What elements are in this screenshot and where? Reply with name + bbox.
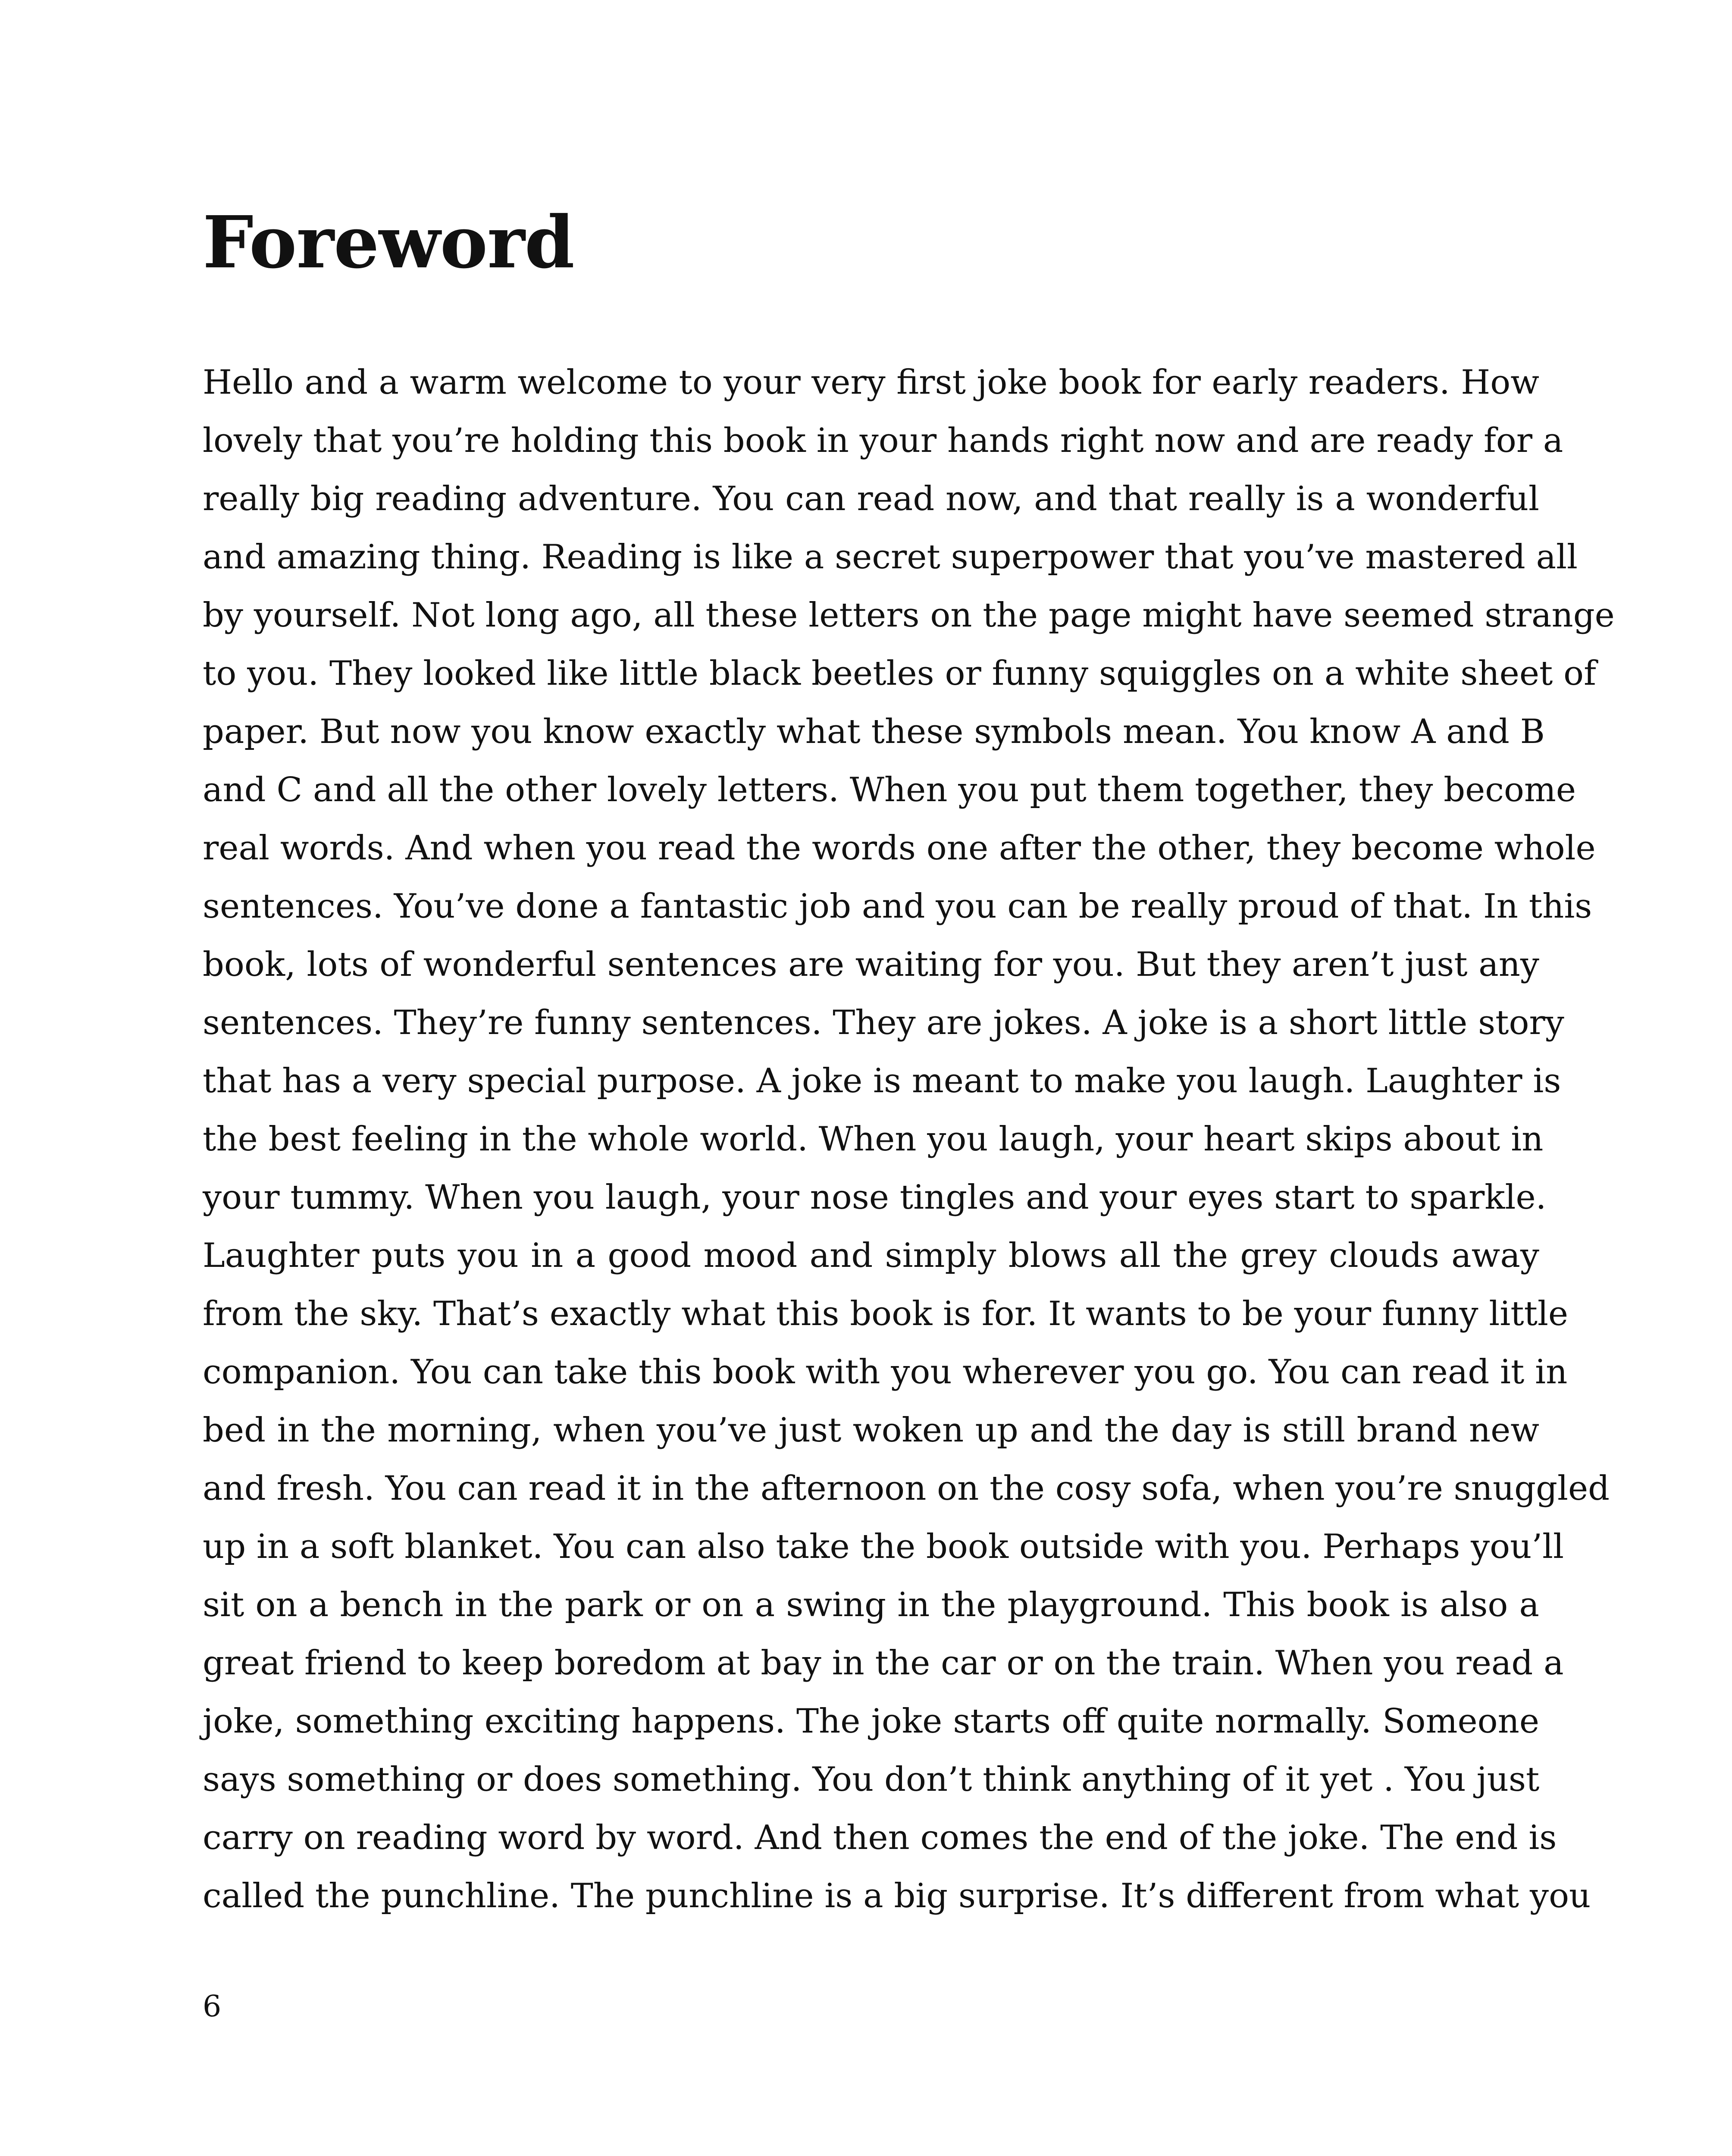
text-line: really big reading adventure. You can read now, and that really is a wonderful bbox=[203, 479, 1539, 518]
page-title: Foreword bbox=[203, 201, 574, 285]
page-number: 6 bbox=[203, 1990, 222, 2024]
foreword-body bbox=[203, 354, 1615, 1925]
text-line: sentences. You’ve done a fantastic job and you can be really proud of that. In this bbox=[203, 887, 1592, 926]
text-line: sit on a bench in the park or on a swing in the playground. This book is also a bbox=[203, 1586, 1539, 1624]
text-line: the best feeling in the whole world. When you laugh, your heart skips about in bbox=[203, 1120, 1544, 1159]
text-line: and C and all the other lovely letters. When you put them together, they become bbox=[203, 771, 1576, 809]
text-line: says something or does something. You don’t think anything of it yet . You just bbox=[203, 1760, 1540, 1799]
text-line: up in a soft blanket. You can also take the book outside with you. Perhaps you’ll bbox=[203, 1527, 1564, 1566]
text-line: real words. And when you read the words one after the other, they become whole bbox=[203, 829, 1596, 868]
text-line: joke, something exciting happens. The joke starts off quite normally. Someone bbox=[203, 1702, 1539, 1741]
text-line: companion. You can take this book with you wherever you go. You can read it in bbox=[203, 1353, 1568, 1391]
text-line: and amazing thing. Reading is like a secret superpower that you’ve mastered all bbox=[203, 538, 1578, 577]
text-line: called the punchline. The punchline is a big surprise. It’s different from what you bbox=[203, 1877, 1591, 1915]
text-line: and fresh. You can read it in the afternoon on the cosy sofa, when you’re snuggled bbox=[203, 1469, 1610, 1508]
text-line: paper. But now you know exactly what these symbols mean. You know A and B bbox=[203, 712, 1545, 751]
text-line: by yourself. Not long ago, all these letters on the page might have seemed strange bbox=[203, 596, 1615, 635]
text-line: carry on reading word by word. And then comes the end of the joke. The end is bbox=[203, 1818, 1557, 1857]
text-line: from the sky. That’s exactly what this book is for. It wants to be your funny little bbox=[203, 1294, 1569, 1333]
text-line: great friend to keep boredom at bay in the car or on the train. When you read a bbox=[203, 1644, 1564, 1683]
text-line: Hello and a warm welcome to your very first joke book for early readers. How bbox=[203, 363, 1539, 402]
text-line: lovely that you’re holding this book in your hands right now and are ready for a bbox=[203, 421, 1563, 460]
text-line: book, lots of wonderful sentences are waiting for you. But they aren’t just any bbox=[203, 945, 1539, 984]
text-line: sentences. They’re funny sentences. They are jokes. A joke is a short little story bbox=[203, 1003, 1564, 1042]
text-line: that has a very special purpose. A joke is meant to make you laugh. Laughter is bbox=[203, 1062, 1561, 1100]
text-line: bed in the morning, when you’ve just woken up and the day is still brand new bbox=[203, 1411, 1539, 1450]
text-line: your tummy. When you laugh, your nose tingles and your eyes start to sparkle. bbox=[203, 1178, 1547, 1217]
text-line: to you. They looked like little black beetles or funny squiggles on a white sheet of bbox=[203, 654, 1596, 693]
text-line: Laughter puts you in a good mood and simply blows all the grey clouds away bbox=[203, 1236, 1539, 1275]
